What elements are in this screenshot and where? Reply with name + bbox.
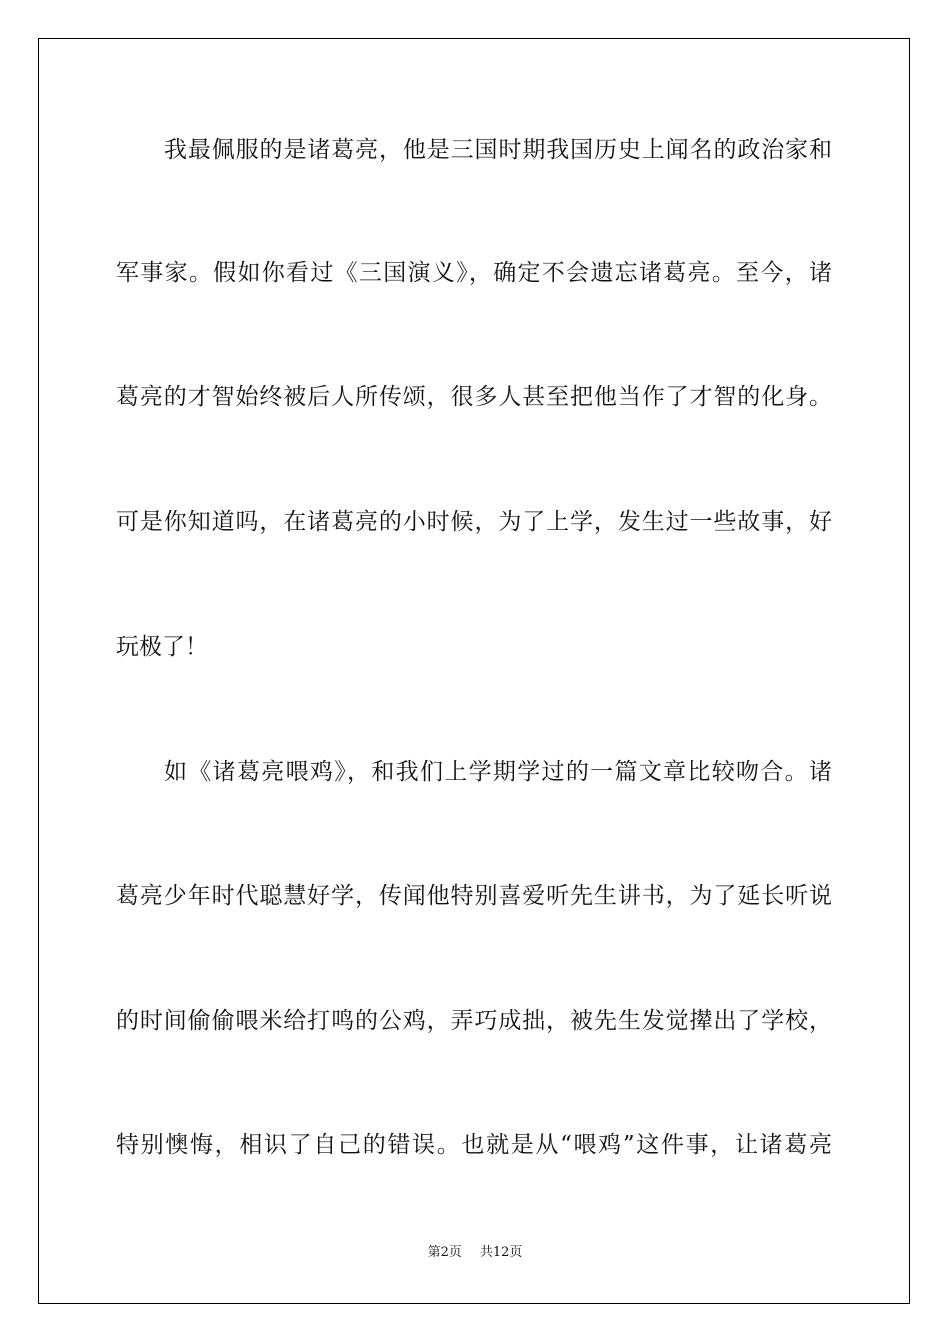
- paragraph-1-line-5: 玩极了！: [116, 634, 208, 660]
- page-number: 第2页: [427, 1245, 462, 1260]
- page-footer: [0, 1244, 950, 1262]
- paragraph-1-line-2: 军事家。假如你看过《三国演义》，确定不会遗忘诸葛亮。至今，诸: [116, 260, 832, 286]
- page-border: [38, 38, 910, 1304]
- paragraph-1-line-1: 我最佩服的是诸葛亮，他是三国时期我国历史上闻名的政治家和: [164, 137, 832, 163]
- paragraph-1-line-4: 可是你知道吗，在诸葛亮的小时候，为了上学，发生过一些故事，好: [116, 509, 832, 535]
- paragraph-2-line-2: 葛亮少年时代聪慧好学，传闻他特别喜爱听先生讲书，为了延长听说: [116, 883, 832, 909]
- paragraph-2-line-1: 如《诸葛亮喂鸡》，和我们上学期学过的一篇文章比较吻合。诸: [164, 759, 832, 785]
- total-pages: 共12页: [479, 1245, 523, 1260]
- paragraph-1-line-3: 葛亮的才智始终被后人所传颂，很多人甚至把他当作了才智的化身。: [116, 384, 832, 410]
- paragraph-2-line-3: 的时间偷偷喂米给打鸣的公鸡，弄巧成拙，被先生发觉撵出了学校，: [116, 1008, 832, 1034]
- paragraph-2-line-4: 特别懊悔，相识了自己的错误。也就是从“喂鸡”这件事，让诸葛亮: [116, 1132, 832, 1158]
